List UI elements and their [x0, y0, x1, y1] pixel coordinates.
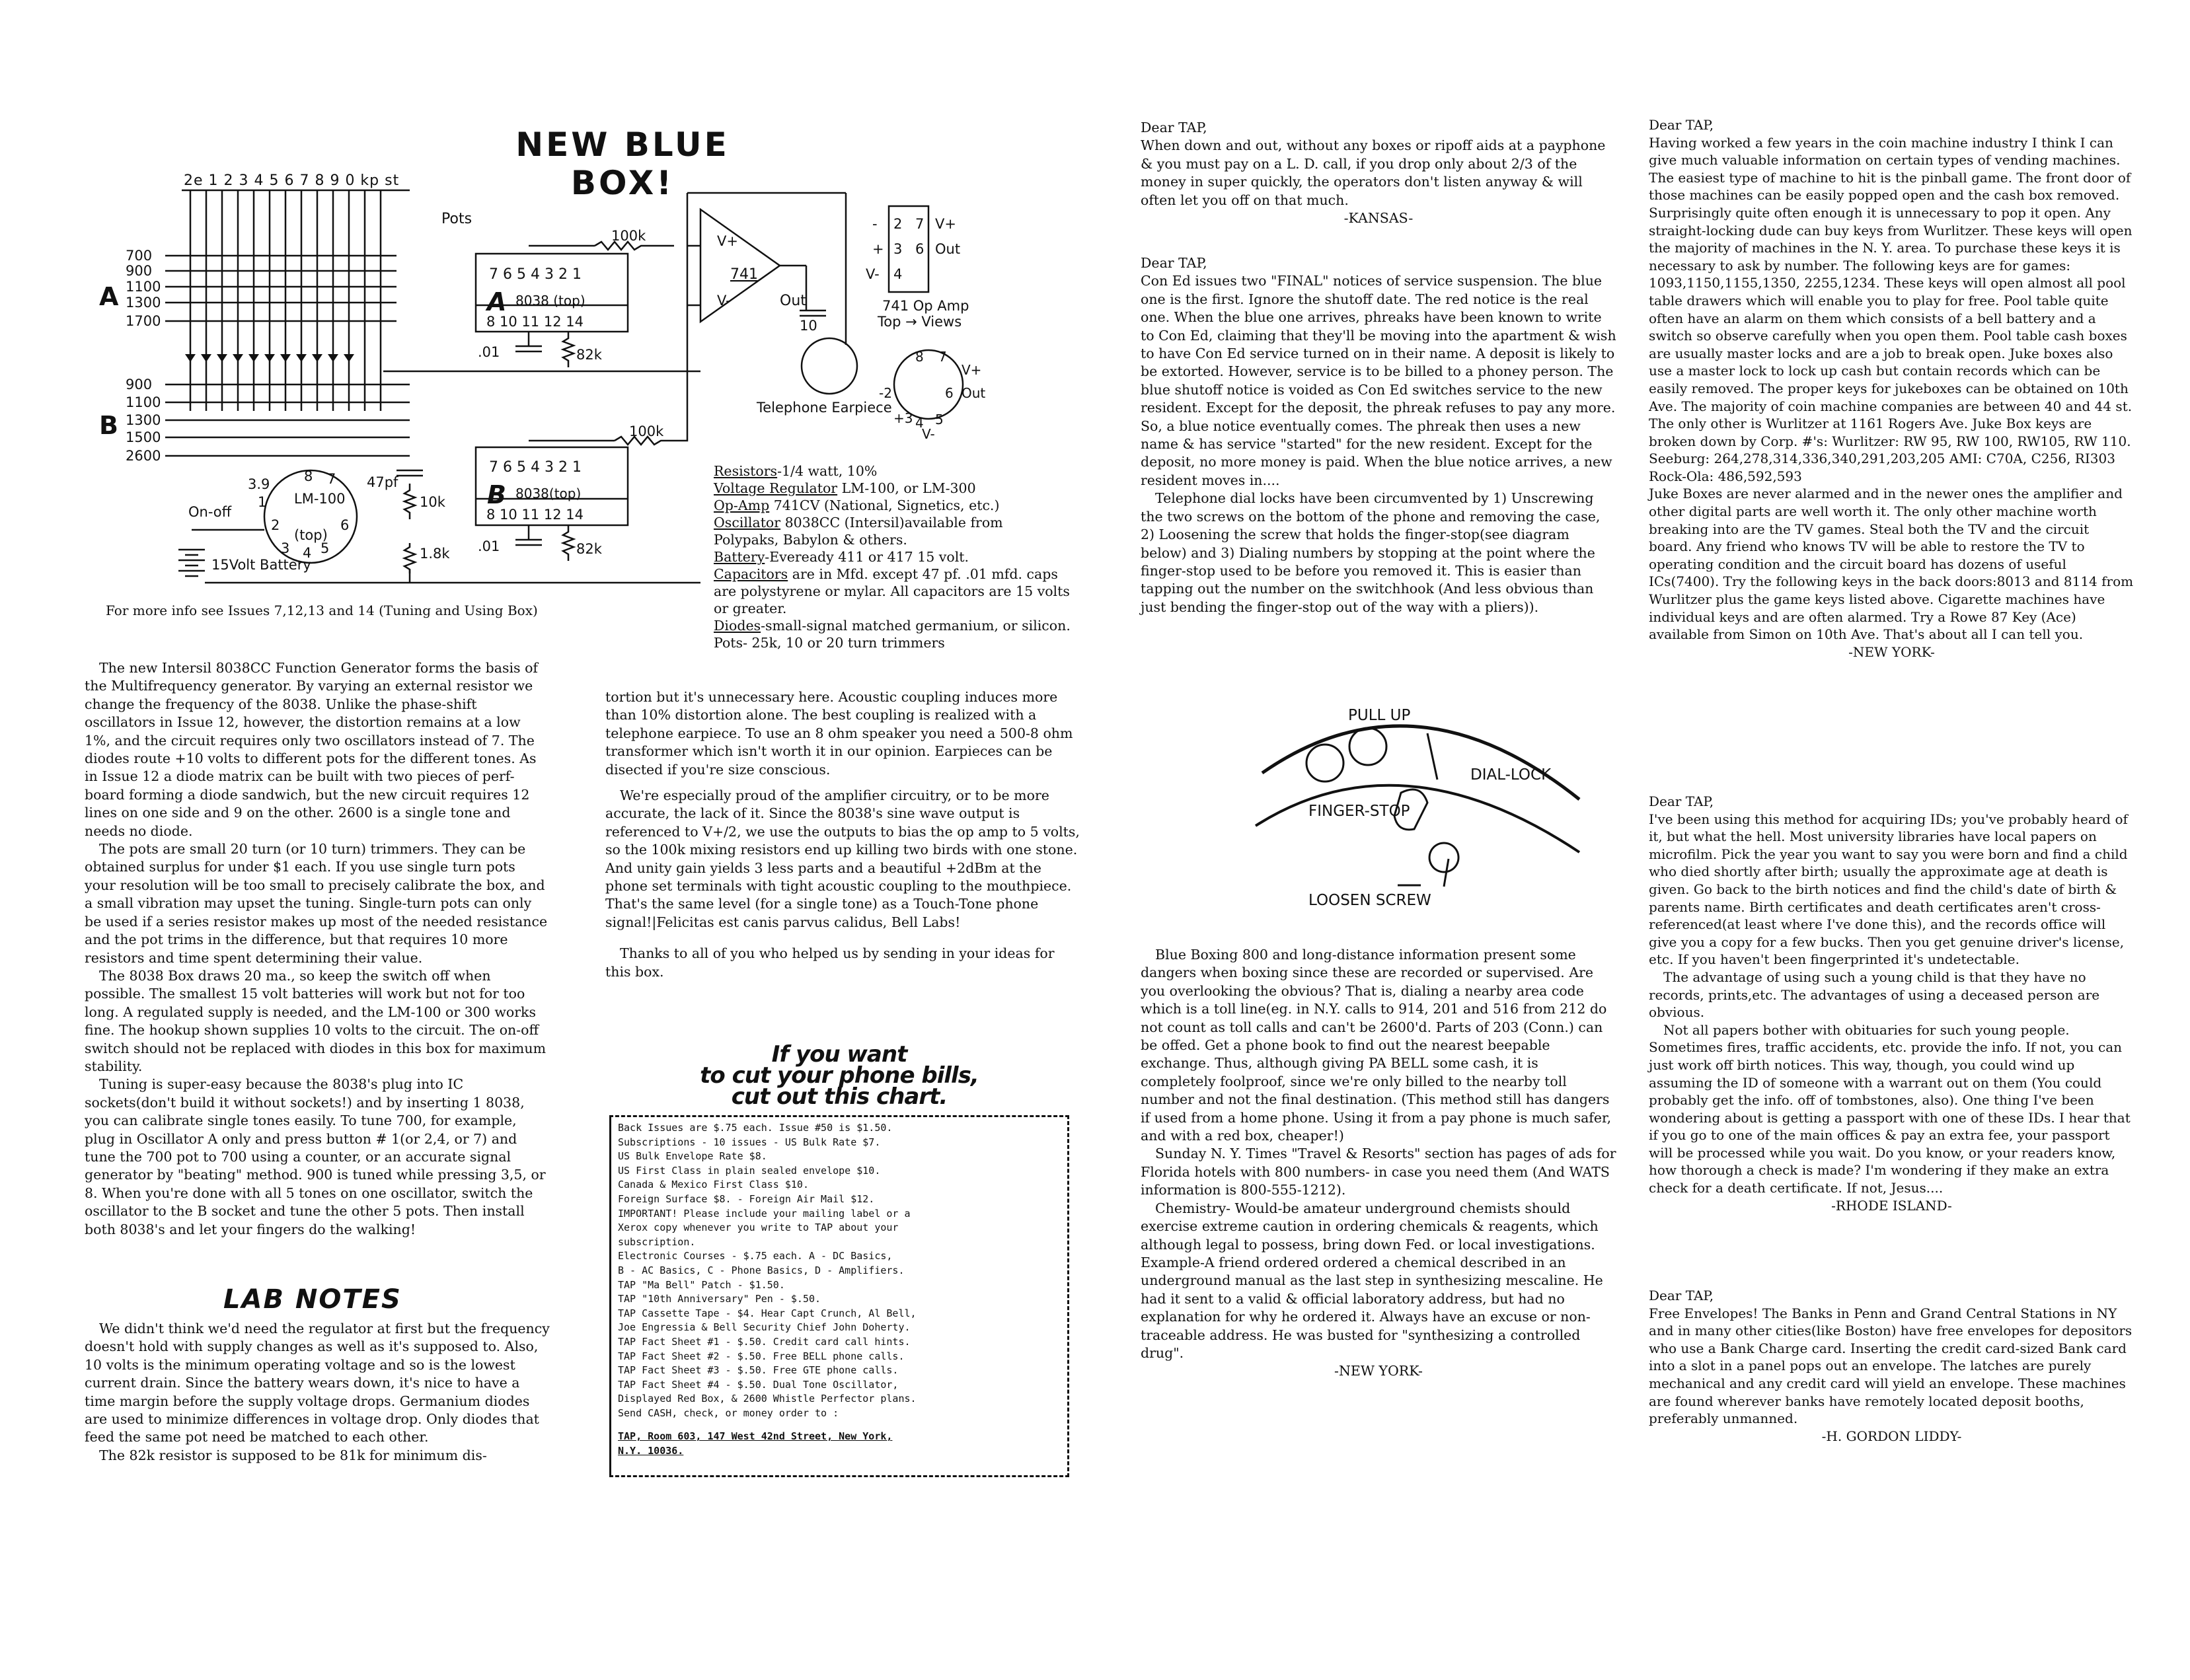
op-amp-can-pinout: [894, 350, 963, 419]
svg-text:DIAL-LOCK: DIAL-LOCK: [1470, 766, 1552, 784]
parts-list-item: Pots- 25k, 10 or 20 turn trimmers: [714, 635, 945, 651]
order-line: TAP Fact Sheet #4 - $.50. Dual Tone Oscillator,: [618, 1378, 899, 1391]
svg-text:100k: 100k: [611, 228, 646, 244]
svg-text:8038 (top): 8038 (top): [515, 293, 585, 309]
svg-text:Out: Out: [935, 241, 961, 257]
svg-text:1500: 1500: [126, 429, 161, 445]
svg-text:7 6 5 4 3 2 1: 7 6 5 4 3 2 1: [489, 266, 582, 283]
svg-text:(top): (top): [294, 527, 328, 543]
svg-text:Top → Views: Top → Views: [878, 314, 962, 330]
svg-text:6: 6: [340, 517, 350, 533]
paragraph: Thanks to all of you who helped us by sending in your ideas for this box.: [605, 945, 1055, 980]
letter-coin-machines: Dear TAP, Having worked a few years in the coin machine industry I think I can give much valuable information on certain types of vending machines. The easiest type of machine to hit is the pinball game. The front door of those machines can be easily popped open and the cash box removed. Surprisingly quite often enough it is unnecessary to pop it open. Any straight-locking dude can buy keys from Wurlitzer. These keys will open the majority of machines in the N. Y. area. To purchase these keys it is necessary to ask by number. The following keys are for games: 1093,1150,1155,1350, 2255,1234. These keys will open almost all pool table drawers which will enable you to play for free. Pool table quite often have an alarm on them which consists of a bell battery and a switch so observe carefully when you open them. Pool table cash boxes are usually master locks and are a job to break open. Juke boxes also use a master lock to lock up cash but contain records which can be easily removed. The proper keys for jukeboxes can be obtained on 10th Ave. The majority of coin machine companies are between 40 and 44 st. The only other is Wurlitzer at 1161 Rogers Ave. Juke Box keys are broken down by Corp. #'s: Wurlitzer: RW 95, RW 100, RW105, RW 110. Seeburg: 264,278,314,336,340,291,203,205 AMI: C70A, C256, RI303 Rock-Ola: 486,592,593 Juke Boxes are never alarmed and in the newer ones the amplifier and other digital parts are well worth it. The only other machine worth breaking into are the TV games. Steal both the TV and the circuit board. Any friend who knows TV will be able to restore the TV to operating condition and the circuit board has dozens of useful ICs(7400). Try the following keys in the back doors:8013 and 8114 from Wurlitzer plus the game keys listed above. Cigarette machines have individual keys and are often alarmed. Try a Rowe 87 Key (Ace) available from Simon on 10th Ave. That's about all I can tell you. -NEW YORK-: [1649, 117, 2134, 660]
order-address: N.Y. 10036.: [618, 1445, 684, 1457]
lab-notes-title: LAB NOTES: [223, 1284, 402, 1315]
svg-text:-2: -2: [879, 385, 892, 401]
paragraph: The pots are small 20 turn (or 10 turn) trimmers. They can be obtained surplus for under $1 each. If you use single turn pots your resolution will be too small to precisely calibrate the box, and a small vibration may upset the tuning. Single-turn pots can only be used if a series resistor makes up most of the needed resistance and the pot trims in the difference, but that requires 10 more resistors and time spent determining their value.: [85, 841, 548, 966]
parts-list-item: Oscillator 8038CC (Intersil)available from Polypaks, Babylon & others.: [714, 515, 1003, 548]
svg-text:82k: 82k: [576, 347, 602, 363]
parts-list-item: Op-Amp 741CV (National, Signetics, etc.): [714, 497, 1000, 513]
order-line: Foreign Surface $8. - Foreign Air Mail $12.: [618, 1192, 875, 1205]
parts-list-item: Battery-Eveready 411 or 417 15 volt.: [714, 549, 969, 565]
svg-text:.01: .01: [478, 344, 500, 360]
svg-text:10: 10: [800, 318, 817, 334]
order-line: IMPORTANT! Please include your mailing label or a: [618, 1207, 911, 1220]
svg-text:8 10 11 12 14: 8 10 11 12 14: [486, 314, 584, 330]
order-line: Send CASH, check, or money order to :: [618, 1406, 839, 1419]
svg-text:A: A: [487, 287, 507, 316]
svg-text:100k: 100k: [629, 423, 664, 439]
svg-text:7: 7: [327, 471, 336, 487]
order-line: Joe Engressia & Bell Security Chief John Doherty.: [618, 1321, 911, 1334]
svg-text:V-: V-: [717, 293, 731, 309]
svg-text:.01: .01: [478, 538, 500, 554]
order-line: TAP "10th Anniversary" Pen - $.50.: [618, 1293, 821, 1305]
article-column-3-bottom: Blue Boxing 800 and long-distance information present some dangers when boxing since these are recorded or supervised. Are you overlooking the obvious? That is, dialing a nearby area code which is a toll line(eg. in N.Y. calls to 914, 201 and 516 from 212 do not count as toll calls and can't be 2600'd. Parts of 203 (Conn.) can be offed. Get a phone book to find out the nearest beepable exchange. Thus, although giving PA BELL some cash, it is completely foolproof, since we're only billed to the nearby toll number and not the final destination. (This method still has dangers if used from a home phone. Using it from a pay phone is much safer, and with a red box, cheaper!) Sunday N. Y. Times "Travel & Resorts" section has pages of ads for Florida hotels with 800 numbers- in case you need them (And WATS information is 800-555-1212). Chemistry- Would-be amateur underground chemists should exercise extreme caution in ordering chemicals & reagents, which although legal to possess, bring down Fed. or local investigations. Example-A friend ordered ordered a chemical described in an underground manual as the last step in synthesizing mescaline. He had it sent to a valid & official laboratory address, but had no explanation for why he ordered it. Always have an excuse or non-traceable address. He was busted for "synthesizing a controlled drug". -NEW YORK-: [1141, 947, 1616, 1379]
svg-text:3.9: 3.9: [248, 476, 270, 492]
svg-text:15Volt Battery: 15Volt Battery: [211, 557, 311, 573]
svg-text:4: 4: [303, 545, 312, 561]
screw-icon: [1429, 843, 1458, 872]
paragraph: We're especially proud of the amplifier circuitry, or to be more accurate, the lack of it. Since the 8038's sine wave output is referenced to V+/2, we use the outputs to bias the op amp to 5 volts, so the 100k mixing resistors end up killing two birds with one stone. And unity gain yields 3 less parts and a beautiful +2dBm at the phone set terminals with tight acoustic coupling to the mouthpiece. That's the same level (for a single tone) as a Touch-Tone phone signal!|Felicitas est canis parvus calidus, Bell Labs!: [605, 787, 1080, 930]
keypad-switch-columns: [190, 190, 381, 411]
svg-text:6: 6: [945, 385, 954, 401]
paragraph: Tuning is super-easy because the 8038's plug into IC sockets(don't build it without sockets!) and by inserting 1 8038, you can calibrate single tones easily. To tune 700, for example, plug in Oscillator A only and press button # 1(or 2,4, or 7) and tune the 700 pot to 700 using a counter, or an accurate signal generator by "beating" method. 900 is tuned while pressing 3,5, or 8. When you're done with all 5 tones on one oscillator, switch the oscillator to the B socket and tune the other 5 pots. Then install both 8038's and let your fingers do the walking!: [85, 1076, 546, 1237]
tone-rows-b: [165, 384, 410, 456]
telephone-earpiece-icon: [802, 338, 857, 394]
svg-text:-: -: [872, 216, 878, 232]
svg-text:4: 4: [915, 415, 924, 431]
order-line: B - AC Basics, C - Phone Basics, D - Amplifiers.: [618, 1264, 905, 1276]
svg-text:6: 6: [915, 241, 925, 257]
svg-text:1: 1: [258, 494, 267, 510]
svg-text:FINGER-STOP: FINGER-STOP: [1308, 803, 1410, 820]
schematic-caption: For more info see Issues 7,12,13 and 14 (Tuning and Using Box): [106, 603, 538, 618]
op-amp-symbol: [700, 209, 780, 322]
diode-row-a: [185, 354, 354, 362]
svg-text:+3: +3: [893, 410, 913, 426]
order-line: Displayed Red Box, & 2600 Whistle Perfector plans.: [618, 1393, 917, 1405]
parts-list-item: Diodes-small-signal matched germanium, or silicon.: [714, 618, 1071, 634]
article-column-2: [605, 688, 1081, 981]
order-line: TAP "Ma Bell" Patch - $1.50.: [618, 1278, 785, 1291]
paragraph: The 82k resistor is supposed to be 81k for minimum dis-: [99, 1447, 487, 1463]
parts-list: [714, 462, 1071, 651]
svg-text:B: B: [487, 480, 506, 509]
order-line: US Bulk Envelope Rate $8.: [618, 1150, 767, 1163]
svg-text:7: 7: [915, 216, 925, 232]
svg-text:3: 3: [893, 241, 903, 257]
svg-text:8: 8: [915, 349, 924, 365]
svg-text:8: 8: [304, 468, 313, 484]
paragraph: We didn't think we'd need the regulator at first but the frequency doesn't hold with supply changes as well as it's supposed to. Also, 10 volts is the minimum operating voltage and so is the lowest current drain. Since the battery wears down, it's nice to have a time margin before the supply voltage drops. Germanium diodes are used to minimize differences in voltage drop. Only diodes that feed the same pot need be matched to each other.: [85, 1321, 550, 1445]
svg-text:V+: V+: [717, 233, 738, 249]
svg-text:1100: 1100: [126, 394, 161, 410]
svg-text:8038(top): 8038(top): [515, 486, 582, 501]
parts-list-item: Resistors-1/4 watt, 10%: [714, 463, 878, 479]
svg-text:2600: 2600: [126, 448, 161, 464]
order-line: TAP Fact Sheet #1 - $.50. Credit card call hints.: [618, 1335, 911, 1348]
svg-text:741 Op Amp: 741 Op Amp: [882, 298, 969, 314]
svg-text:1700: 1700: [126, 313, 161, 329]
svg-text:Pots: Pots: [441, 211, 472, 227]
order-line: Subscriptions - 10 issues - US Bulk Rate $7.: [618, 1136, 881, 1148]
svg-text:900: 900: [126, 263, 153, 279]
svg-text:LOOSEN SCREW: LOOSEN SCREW: [1308, 892, 1431, 909]
svg-text:741: 741: [730, 266, 758, 283]
article-column-1: [85, 659, 550, 1239]
order-line: US First Class in plain sealed envelope $10.: [618, 1164, 881, 1177]
svg-text:+: +: [872, 241, 884, 257]
letter-kansas: Dear TAP, When down and out, without any boxes or ripoff aids at a payphone & you must pay on a L. D. call, if you drop only about 2/3 of the money in super quickly, the operators don't listen anyway & will often let you off on that much. -KANSAS-: [1141, 120, 1606, 227]
group-a-label: A: [99, 282, 119, 311]
svg-text:700: 700: [126, 248, 153, 264]
letter-free-envelopes: Dear TAP, Free Envelopes! The Banks in Penn and Grand Central Stations in NY and in many other cities(like Boston) have free envelopes for depositors who use a Bank Charge card. Inserting the credit card-sized Bank card into a slot in a panel pops out an envelope. The latches are purely mechanical and any credit card will yield an envelope. These machines are found wherever banks have remotely located deposit booths, preferably unmanned. -H. GORDON LIDDY-: [1649, 1288, 2133, 1444]
order-form: [609, 1115, 1069, 1477]
order-line: [618, 1420, 1061, 1430]
svg-text:PULL UP: PULL UP: [1348, 707, 1411, 724]
page-title: NEW BLUE BOX!: [515, 126, 730, 202]
order-line: Electronic Courses - $.75 each. A - DC Basics,: [618, 1250, 893, 1262]
svg-text:V-: V-: [866, 266, 880, 282]
tone-rows-a: [165, 256, 396, 321]
order-address: TAP, Room 603, 147 West 42nd Street, New York,: [618, 1430, 893, 1443]
letter-ids: Dear TAP, I've been using this method for acquiring IDs; you've probably heard of it, but what the hell. Most university libraries have local papers on microfilm. Pick the year you want to say you were born and find a child who died shortly after birth; usually the approximate age at death is given. Go back to the birth notices and find the child's date of birth & parents name. Birth certificates and death certificates aren't cross-referenced(at least where I've done this), and the records office will give you a copy for a few bucks. Then you get genuine driver's license, etc. If you haven't been fingerprinted it's undetectable. The advantage of using such a young child is that they have no records, prints,etc. The advantages of using a deceased person are obvious. Not all papers bother with obituaries for such young people. Sometimes fires, traffic accidents, etc. provide the info. If not, you can just work off birth notices. This way, though, you could wind up assuming the ID of someone with a warrant out on them (You could probably get the info. off of tombstones, also). One thing I've been wondering about is getting a passport with one of these IDs. I hear that if you go to one of the main offices & pay an extra fee, your passport will be processed while you wait. Do you know, or your readers know, how thorough a check is made? I'm wondering if they make an extra check for a death certificate. If not, Jesus.... -RHODE ISLAND-: [1649, 793, 2131, 1214]
paragraph: tortion but it's unnecessary here. Acoustic coupling induces more than 10% distortion alone. The best coupling is realized with a telephone earpiece. To use an 8 ohm speaker you need a 500-8 ohm transformer which isn't worth it in our opinion. Earpieces can be disected if you're size conscious.: [605, 689, 1073, 778]
order-line: TAP Fact Sheet #2 - $.50. Free BELL phone calls.: [618, 1350, 905, 1362]
letter-con-ed: Dear TAP, Con Ed issues two "FINAL" notices of service suspension. The blue one is the first. Ignore the shutoff date. The red notice is the real one. When the blue one arrives, phreaks have been known to write to Con Ed, claiming that they'll be moving into the apartment & wish to have Con Ed service turned on in their name. A deposit is likely to be extorted. However, service is to be billed to a phoney person. The blue shutoff notice is voided as Con Ed switches service to the new resident. Except for the deposit, the phreak refuses to pay any more. So, a blue notice eventually comes. The phreak then uses a new name & has service "started" for the new resident. Except for the deposit, no more money is paid. When the blue notice arrives, a new resident moves in.... Telephone dial locks have been circumvented by 1) Unscrewing the two screws on the bottom of the phone and removing the case, 2) Loosening the screw that holds the finger-stop(see diagram below) and 3) Dialing numbers by stopping at the point where the finger-stop used to be before you removed it. This is easier than tapping out the number on the switchhook (And less obvious than just bending the finger-stop out of the way with a pliers)).: [1141, 255, 1616, 615]
parts-list-item: Capacitors are in Mfd. except 47 pf. .01 mfd. caps are polystyrene or mylar. All capacitors are 15 volts or greater.: [714, 566, 1070, 616]
svg-text:LM-100: LM-100: [294, 491, 346, 507]
svg-text:V+: V+: [962, 362, 982, 378]
svg-text:4: 4: [893, 266, 903, 282]
svg-text:5: 5: [935, 412, 944, 427]
svg-text:V+: V+: [935, 216, 956, 232]
svg-text:1100: 1100: [126, 279, 161, 295]
lab-notes: [85, 1320, 550, 1465]
order-line: TAP Cassette Tape - $4. Hear Capt Crunch, Al Bell,: [618, 1307, 917, 1319]
order-line: subscription.: [618, 1235, 696, 1248]
svg-text:7 6 5 4 3 2 1: 7 6 5 4 3 2 1: [489, 459, 582, 476]
parts-list-item: Voltage Regulator LM-100, or LM-300: [714, 480, 976, 496]
svg-text:7: 7: [938, 349, 947, 365]
paragraph: The 8038 Box draws 20 ma., so keep the switch off when possible. The smallest 15 volt batteries will work but not for too long. A regulated supply is needed, and the LM-100 or 300 works fine. The hookup shown supplies 10 volts to the circuit. The on-off switch should not be replaced with diodes in this box for maximum stability.: [85, 967, 547, 1074]
svg-text:82k: 82k: [576, 541, 602, 557]
svg-text:8 10 11 12 14: 8 10 11 12 14: [486, 507, 584, 523]
order-line: TAP Fact Sheet #3 - $.50. Free GTE phone calls.: [618, 1364, 899, 1377]
svg-text:5: 5: [321, 540, 330, 556]
battery-icon: [178, 550, 205, 576]
order-line: Back Issues are $.75 each. Issue #50 is $1.50.: [618, 1122, 893, 1134]
svg-text:10k: 10k: [420, 494, 445, 510]
order-line: Canada & Mexico First Class $10.: [618, 1179, 809, 1191]
keypad-labels: 2e 1 2 3 4 5 6 7 8 9 0 kp st: [184, 172, 400, 189]
svg-text:1300: 1300: [126, 295, 161, 310]
order-line: Xerox copy whenever you write to TAP about your: [618, 1222, 899, 1234]
svg-text:Out: Out: [780, 293, 806, 309]
svg-text:V-: V-: [922, 426, 935, 442]
paragraph: The new Intersil 8038CC Function Generator forms the basis of the Multifrequency generator. By varying an external resistor we change the frequency of the 8038. Unlike the phase-shift oscillators in Issue 12, however, the distortion remains at a low 1%, and the circuit requires only two oscillators instead of 7. The diodes route +10 volts to different pots for the different tones. As in Issue 12 a diode matrix can be built with two pieces of perf-board forming a diode sandwich, but the new circuit requires 12 lines on one side and 9 on the other. 2600 is a single tone and needs no diode.: [85, 660, 539, 839]
svg-text:1.8k: 1.8k: [420, 546, 450, 562]
svg-text:2: 2: [893, 216, 903, 232]
dial-lock-diagram: [1242, 694, 1586, 938]
svg-text:2: 2: [271, 517, 280, 533]
promo-headline: If you want to cut your phone bills, cut out this chart.: [700, 1041, 979, 1110]
svg-text:1300: 1300: [126, 412, 161, 428]
svg-text:Telephone Earpiece: Telephone Earpiece: [757, 400, 892, 416]
group-b-label: B: [99, 411, 118, 440]
svg-text:900: 900: [126, 377, 153, 392]
svg-text:3: 3: [281, 540, 290, 556]
svg-text:47pf: 47pf: [367, 474, 398, 490]
svg-text:Out: Out: [962, 385, 986, 401]
svg-text:On-off: On-off: [188, 504, 232, 520]
